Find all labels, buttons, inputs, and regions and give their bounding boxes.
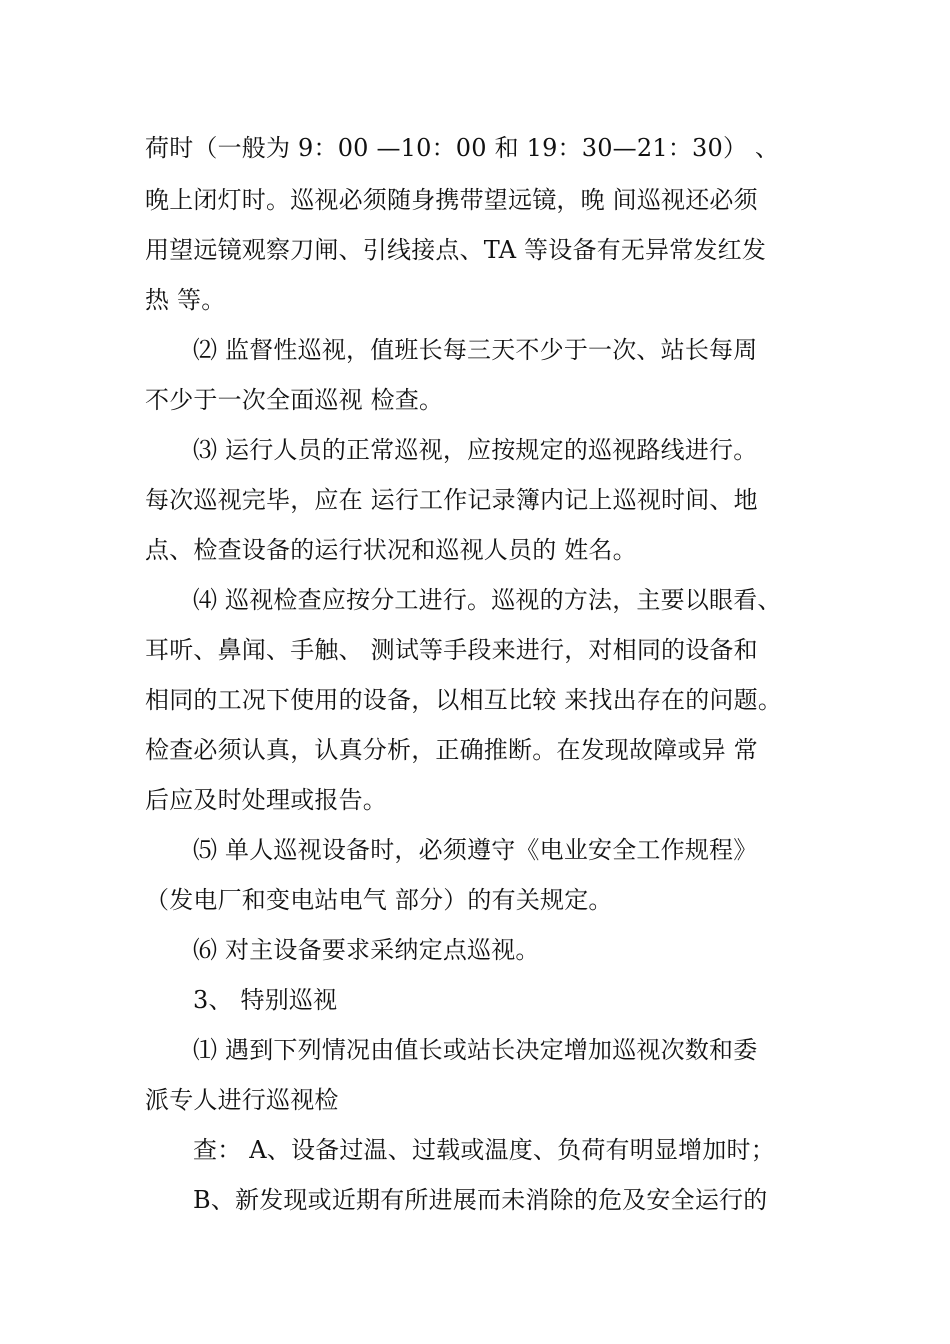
text-line: 查： A、设备过温、过载或温度、负荷有明显增加时； bbox=[193, 1136, 775, 1164]
paragraph-start-line: ⑵ 监督性巡视，值班长每三天不少于一次、站长每周 bbox=[193, 336, 758, 364]
paragraph-start-line: ⑷ 巡视检查应按分工进行。巡视的方法，主要以眼看、 bbox=[193, 586, 782, 614]
text-line: 每次巡视完毕，应在 运行工作记录簿内记上巡视时间、地 bbox=[145, 486, 758, 514]
text-line: 晚上闭灯时。巡视必须随身携带望远镜，晚 间巡视还必须 bbox=[145, 186, 758, 214]
text-line: 耳听、鼻闻、手触、 测试等手段来进行，对相同的设备和 bbox=[145, 636, 758, 664]
paragraph-start-line: ⑶ 运行人员的正常巡视，应按规定的巡视路线进行。 bbox=[193, 436, 758, 464]
text-line: 后应及时处理或报告。 bbox=[145, 786, 387, 814]
paragraph-start-line: ⑴ 遇到下列情况由值长或站长决定增加巡视次数和委 bbox=[193, 1036, 758, 1064]
text-line: 相同的工况下使用的设备，以相互比较 来找出存在的问题。 bbox=[145, 686, 783, 714]
text-line: （发电厂和变电站电气 部分）的有关规定。 bbox=[145, 886, 613, 914]
text-line: 用望远镜观察刀闸、引线接点、TA 等设备有无异常发红发 bbox=[145, 236, 767, 264]
section-heading: 3、 特别巡视 bbox=[193, 986, 338, 1014]
text-line: B、新发现或近期有所进展而未消除的危及安全运行的 bbox=[193, 1186, 768, 1214]
text-line: 派专人进行巡视检 bbox=[145, 1086, 339, 1114]
text-line: 不少于一次全面巡视 检查。 bbox=[145, 386, 444, 414]
text-line: 点、检查设备的运行状况和巡视人员的 姓名。 bbox=[145, 536, 637, 564]
paragraph-start-line: ⑸ 单人巡视设备时，必须遵守《电业安全工作规程》 bbox=[193, 836, 758, 864]
text-line: 热 等。 bbox=[145, 286, 226, 314]
text-line: 荷时（一般为 9：00 —10：00 和 19：30—21：30） 、 bbox=[145, 134, 780, 162]
text-line: 检查必须认真，认真分析，正确推断。在发现故障或异 常 bbox=[145, 736, 758, 764]
paragraph-start-line: ⑹ 对主设备要求采纳定点巡视。 bbox=[193, 936, 540, 964]
